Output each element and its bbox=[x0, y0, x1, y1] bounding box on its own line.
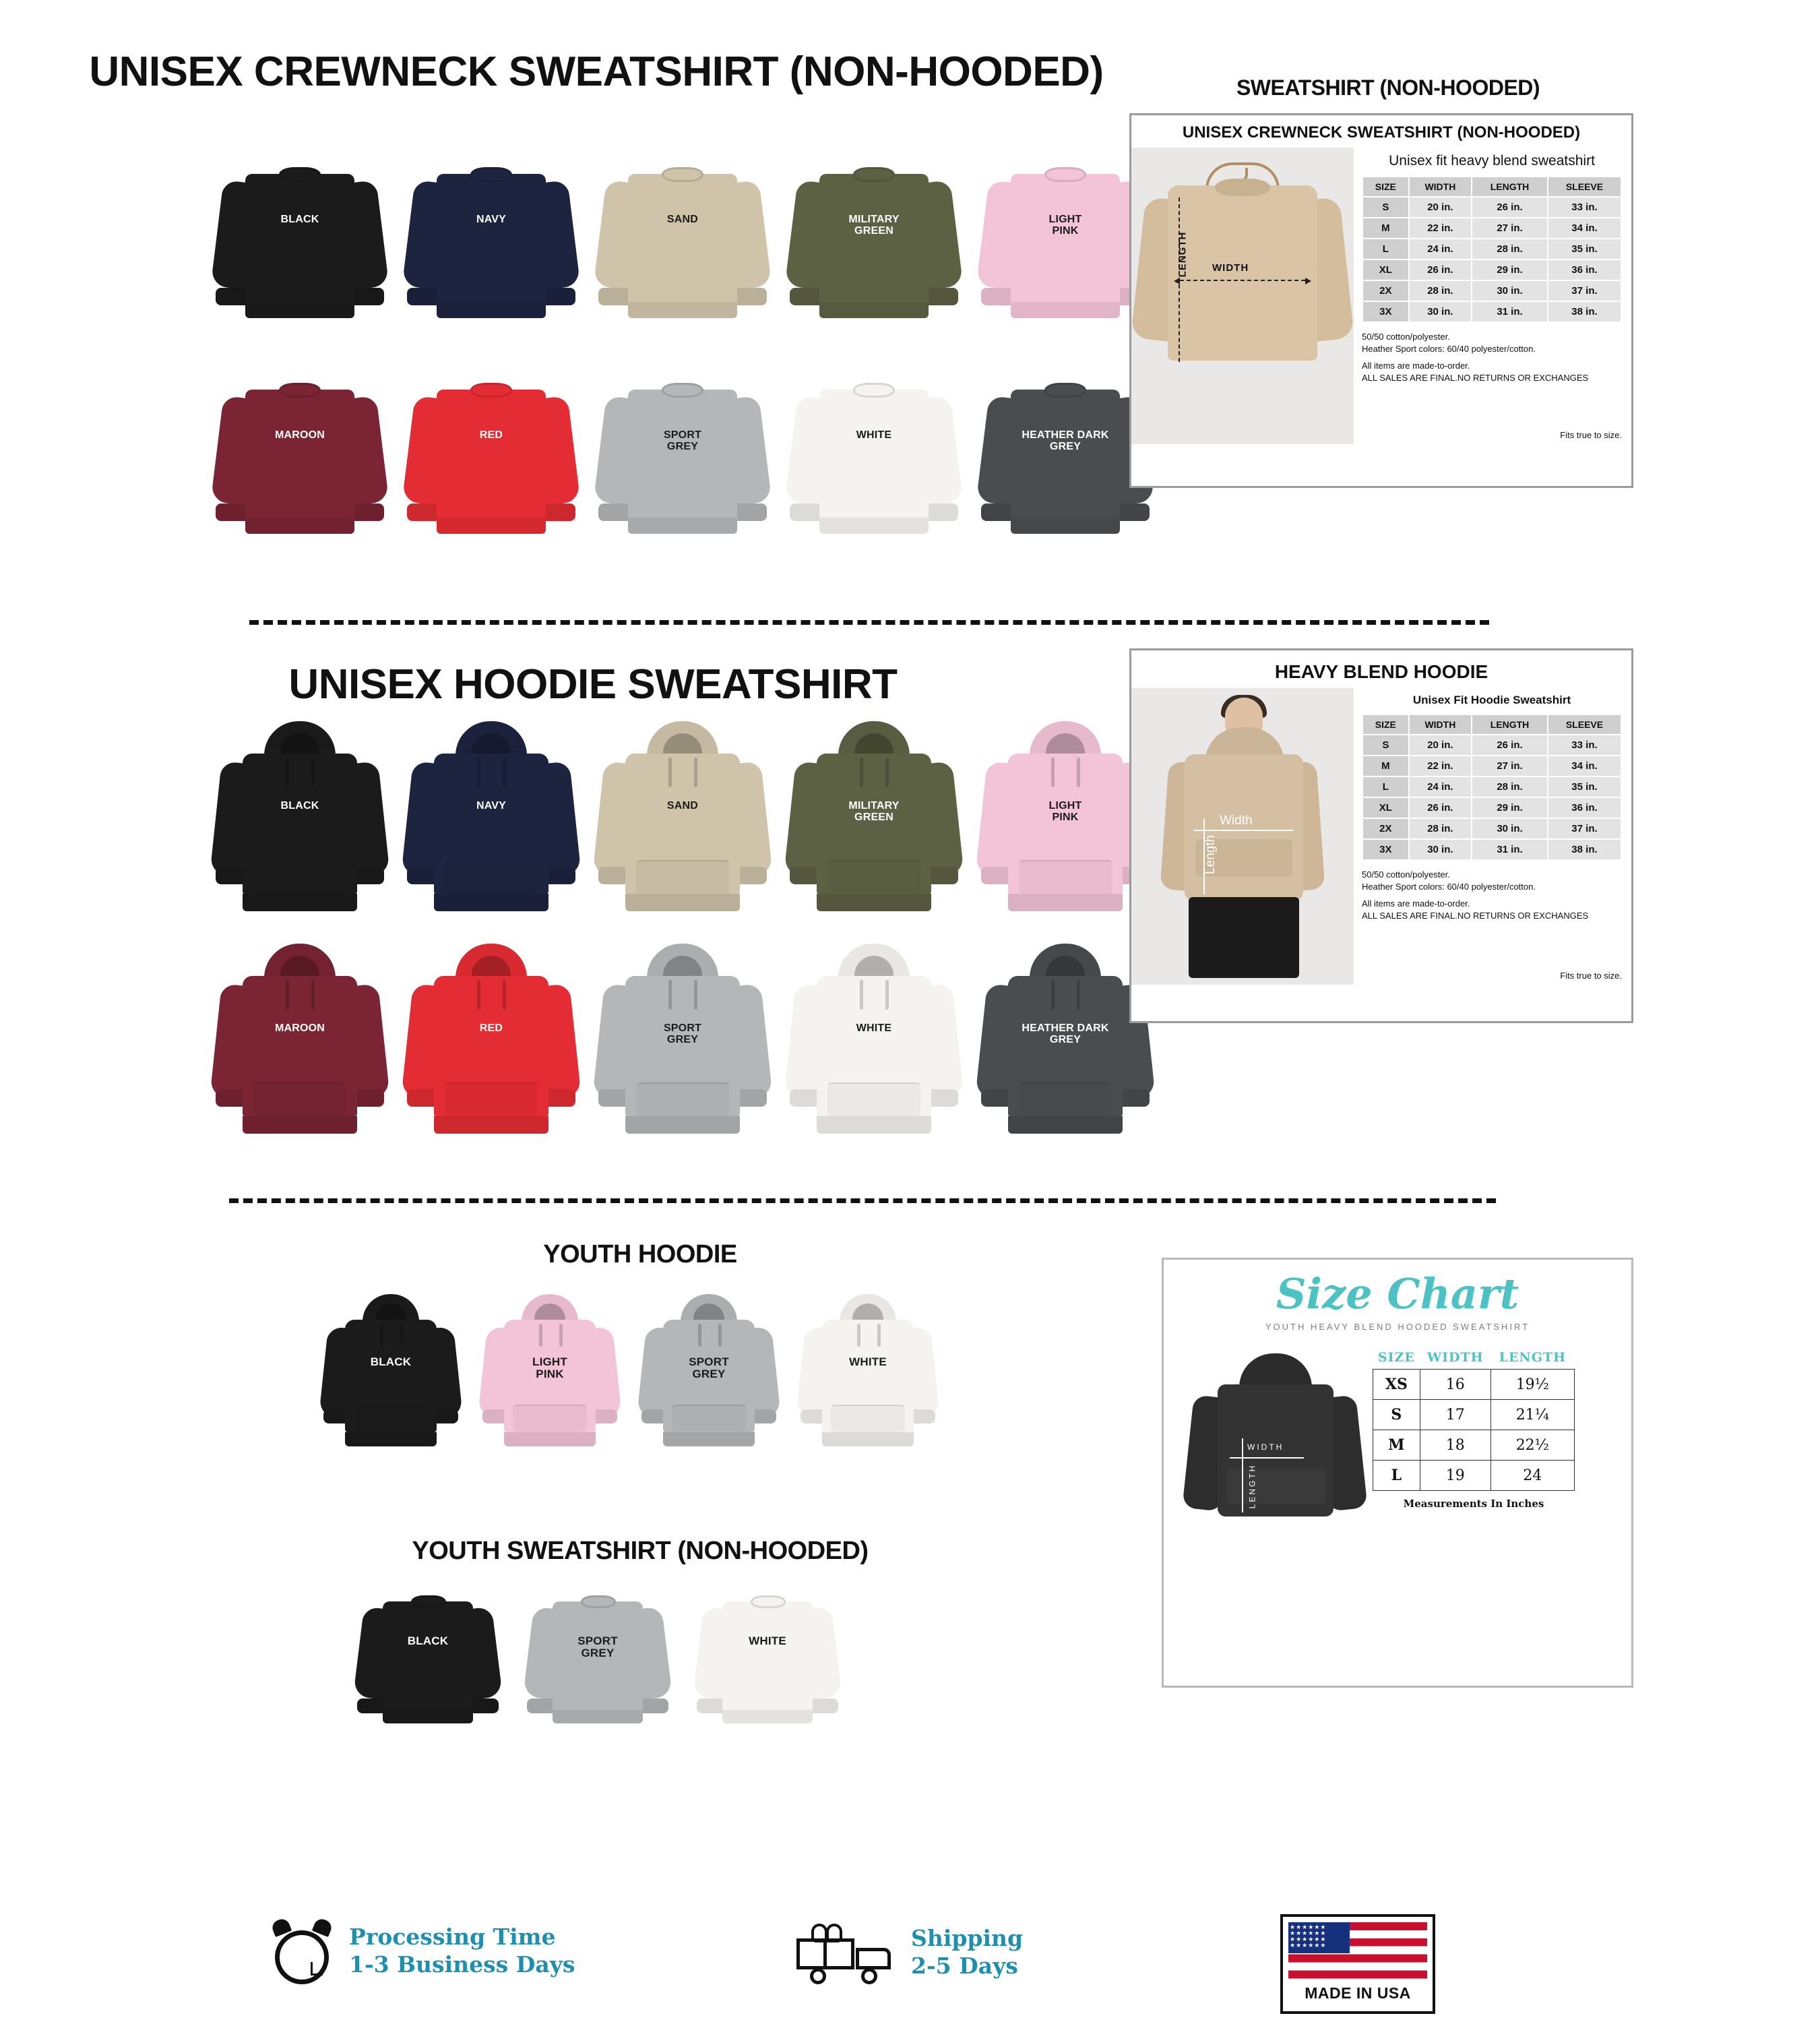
table-cell: 37 in. bbox=[1548, 818, 1621, 839]
youth-size-chart-card bbox=[1162, 1258, 1633, 1688]
fabric-line-2: Heather Sport colors: 60/40 polyester/cotton. bbox=[1362, 881, 1536, 892]
garment-color-label: SAND bbox=[666, 800, 699, 811]
garment-color-label: MILITARY GREEN bbox=[848, 800, 900, 823]
youth-size-table bbox=[1373, 1349, 1575, 1491]
table-cell: 16 bbox=[1420, 1370, 1490, 1400]
width-dimension-label: WIDTH bbox=[1212, 262, 1249, 274]
garment-color-label: SPORT GREY bbox=[689, 1355, 729, 1380]
table-cell: 26 in. bbox=[1409, 797, 1472, 818]
width-arrow bbox=[1194, 830, 1294, 831]
garment-color-label: HEATHER DARK GREY bbox=[1022, 429, 1109, 452]
crewneck-section-title: UNISEX CREWNECK SWEATSHIRT (NON-HOODED) bbox=[89, 49, 1104, 95]
table-cell: 26 in. bbox=[1472, 197, 1548, 218]
shipping-line2: 2-5 Days bbox=[911, 1953, 1018, 1979]
column-header: LENGTH bbox=[1472, 714, 1548, 735]
table-row bbox=[1362, 259, 1621, 280]
crewneck-color-row-1 bbox=[216, 162, 1150, 320]
table-header-row bbox=[1362, 714, 1621, 735]
table-cell: 35 in. bbox=[1548, 776, 1621, 797]
column-header: SIZE bbox=[1377, 1350, 1415, 1365]
garment-color-label: MAROON bbox=[274, 1022, 325, 1034]
table-cell: 2X bbox=[1362, 280, 1409, 301]
column-header: SIZE bbox=[1362, 177, 1409, 197]
garment-crewneck[interactable] bbox=[790, 377, 958, 536]
processing-time-line1: Processing Time bbox=[349, 1923, 556, 1950]
divider-1 bbox=[249, 620, 1489, 625]
table-row bbox=[1362, 280, 1621, 301]
garment-crewneck[interactable] bbox=[216, 162, 384, 320]
table-cell: 2X bbox=[1362, 818, 1409, 839]
table-cell: 22½ bbox=[1490, 1430, 1574, 1461]
width-dimension-label: WIDTH bbox=[1247, 1442, 1284, 1452]
table-cell: L bbox=[1362, 776, 1409, 797]
sweatshirt-chart-heading: SWEATSHIRT (NON-HOODED) bbox=[1236, 75, 1540, 100]
garment-color-label: SPORT GREY bbox=[663, 1022, 702, 1045]
fabric-line-1: 50/50 cotton/polyester. bbox=[1362, 869, 1450, 880]
made-in-usa-badge bbox=[1280, 1914, 1435, 2014]
table-cell: M bbox=[1373, 1430, 1420, 1461]
column-header: WIDTH bbox=[1409, 177, 1472, 197]
garment-hoodie[interactable] bbox=[216, 721, 384, 917]
table-header-row bbox=[1362, 177, 1621, 197]
youth-measurement-note: Measurements In Inches bbox=[1403, 1498, 1544, 1510]
table-row bbox=[1362, 818, 1621, 839]
table-cell: 30 in. bbox=[1409, 839, 1472, 860]
table-cell: S bbox=[1362, 197, 1409, 218]
table-row bbox=[1373, 1461, 1575, 1491]
youth-hoodie-color-row bbox=[323, 1294, 935, 1450]
garment-crewneck[interactable] bbox=[216, 377, 384, 536]
garment-crewneck[interactable] bbox=[981, 162, 1150, 320]
garment-crewneck[interactable] bbox=[981, 377, 1150, 536]
garment-crewneck[interactable] bbox=[527, 1591, 668, 1725]
table-cell: 33 in. bbox=[1548, 197, 1621, 218]
hoodie-size-chart-card bbox=[1129, 648, 1633, 1023]
table-row bbox=[1362, 197, 1621, 218]
table-cell: 20 in. bbox=[1409, 735, 1472, 756]
garment-hoodie[interactable] bbox=[216, 944, 384, 1139]
garment-color-label: LIGHT PINK bbox=[532, 1355, 567, 1380]
garment-color-label: HEATHER DARK GREY bbox=[1022, 1022, 1109, 1045]
hoodie-fit-description: Unisex Fit Hoodie Sweatshirt bbox=[1412, 694, 1571, 706]
processing-time-line2: 1-3 Business Days bbox=[349, 1951, 575, 1978]
garment-hoodie[interactable] bbox=[981, 721, 1150, 917]
column-header: WIDTH bbox=[1409, 714, 1472, 735]
garment-crewneck[interactable] bbox=[598, 377, 767, 536]
crewneck-fineprint bbox=[1362, 331, 1622, 384]
table-cell: XL bbox=[1362, 259, 1409, 280]
table-cell: 30 in. bbox=[1472, 818, 1548, 839]
hoodie-section-title: UNISEX HOODIE SWEATSHIRT bbox=[288, 661, 898, 708]
footer-badges bbox=[0, 1907, 1820, 2022]
table-row bbox=[1362, 301, 1621, 322]
table-row bbox=[1362, 839, 1621, 860]
garment-color-label: SPORT GREY bbox=[663, 429, 702, 452]
youth-hoodie-illustration bbox=[1177, 1349, 1373, 1552]
table-cell: S bbox=[1373, 1400, 1420, 1430]
table-cell: 33 in. bbox=[1548, 735, 1621, 756]
length-arrow bbox=[1242, 1438, 1243, 1512]
table-cell: 28 in. bbox=[1409, 818, 1472, 839]
youth-chart-title: Size Chart bbox=[1276, 1269, 1519, 1318]
hoodie-chart-title: HEAVY BLEND HOODIE bbox=[1274, 661, 1488, 682]
garment-color-label: MILITARY GREEN bbox=[848, 214, 900, 237]
crewneck-fit-description: Unisex fit heavy blend sweatshirt bbox=[1389, 153, 1595, 168]
column-header: SLEEVE bbox=[1548, 714, 1621, 735]
garment-color-label: LIGHT PINK bbox=[1048, 214, 1082, 237]
table-cell: M bbox=[1362, 756, 1409, 776]
table-cell: 26 in. bbox=[1472, 735, 1548, 756]
garment-crewneck[interactable] bbox=[790, 162, 958, 320]
crewneck-product-photo bbox=[1131, 148, 1354, 444]
table-cell: L bbox=[1373, 1461, 1420, 1491]
garment-color-label: WHITE bbox=[849, 1355, 887, 1368]
garment-hoodie[interactable] bbox=[407, 944, 575, 1139]
order-line-2: ALL SALES ARE FINAL.NO RETURNS OR EXCHANGES bbox=[1362, 372, 1589, 383]
table-cell: 28 in. bbox=[1472, 776, 1548, 797]
garment-color-label: BLACK bbox=[280, 800, 319, 811]
table-header-row bbox=[1373, 1349, 1575, 1370]
garment-hoodie[interactable] bbox=[641, 1294, 776, 1450]
crewneck-color-row-2 bbox=[216, 377, 1150, 536]
garment-hoodie[interactable] bbox=[323, 1294, 458, 1450]
garment-color-label: RED bbox=[479, 1022, 503, 1034]
garment-color-label: BLACK bbox=[280, 214, 319, 225]
fabric-line-1: 50/50 cotton/polyester. bbox=[1362, 332, 1450, 342]
table-row bbox=[1373, 1400, 1575, 1430]
table-cell: 24 in. bbox=[1409, 776, 1472, 797]
youth-chart-subtitle: YOUTH HEAVY BLEND HOODED SWEATSHIRT bbox=[1265, 1322, 1530, 1332]
table-cell: 28 in. bbox=[1409, 280, 1472, 301]
table-cell: 37 in. bbox=[1548, 280, 1621, 301]
table-row bbox=[1373, 1430, 1575, 1461]
garment-crewneck[interactable] bbox=[407, 377, 575, 536]
table-cell: 28 in. bbox=[1472, 239, 1548, 259]
length-arrow bbox=[1179, 197, 1180, 362]
garment-hoodie[interactable] bbox=[981, 944, 1150, 1139]
table-cell: 3X bbox=[1362, 301, 1409, 322]
length-dimension-label: Length bbox=[1203, 834, 1218, 875]
table-row bbox=[1362, 756, 1621, 776]
table-row bbox=[1362, 239, 1621, 259]
garment-color-label: LIGHT PINK bbox=[1048, 800, 1082, 823]
hoodie-fits-note: Fits true to size. bbox=[1560, 971, 1622, 981]
table-cell: 22 in. bbox=[1409, 756, 1472, 776]
hoodie-fineprint bbox=[1362, 869, 1622, 921]
hoodie-color-row-2 bbox=[216, 944, 1150, 1139]
garment-hoodie[interactable] bbox=[790, 721, 958, 917]
garment-color-label: BLACK bbox=[370, 1355, 412, 1368]
crewneck-fits-note: Fits true to size. bbox=[1560, 430, 1622, 440]
garment-color-label: SPORT GREY bbox=[577, 1634, 618, 1659]
garment-hoodie[interactable] bbox=[801, 1294, 935, 1450]
table-cell: 24 bbox=[1490, 1461, 1574, 1491]
table-cell: 36 in. bbox=[1548, 797, 1621, 818]
length-dimension-label: LENGTH bbox=[1176, 231, 1189, 278]
youth-hoodie-section-title: YOUTH HOODIE bbox=[543, 1240, 737, 1268]
table-row bbox=[1362, 797, 1621, 818]
processing-time-badge bbox=[270, 1918, 575, 1983]
hoodie-size-table bbox=[1362, 714, 1622, 861]
garment-crewneck[interactable] bbox=[407, 162, 575, 320]
width-arrow bbox=[1230, 1457, 1304, 1459]
table-row bbox=[1362, 735, 1621, 756]
table-cell: 27 in. bbox=[1472, 756, 1548, 776]
garment-color-label: NAVY bbox=[476, 214, 507, 225]
length-dimension-label: LENGTH bbox=[1247, 1463, 1257, 1509]
garment-hoodie[interactable] bbox=[407, 721, 575, 917]
table-cell: 20 in. bbox=[1409, 197, 1472, 218]
table-cell: 17 bbox=[1420, 1400, 1490, 1430]
crewneck-chart-title: UNISEX CREWNECK SWEATSHIRT (NON-HOODED) bbox=[1182, 123, 1581, 142]
garment-crewneck[interactable] bbox=[357, 1591, 499, 1725]
garment-hoodie[interactable] bbox=[790, 944, 958, 1139]
table-cell: 22 in. bbox=[1409, 218, 1472, 239]
column-header: WIDTH bbox=[1426, 1350, 1484, 1365]
table-cell: XL bbox=[1362, 797, 1409, 818]
garment-color-label: WHITE bbox=[856, 1022, 892, 1034]
table-cell: 24 in. bbox=[1409, 239, 1472, 259]
shipping-line1: Shipping bbox=[911, 1924, 1024, 1951]
hoodie-color-row-1 bbox=[216, 721, 1150, 917]
table-cell: 38 in. bbox=[1548, 839, 1621, 860]
garment-color-label: BLACK bbox=[407, 1634, 449, 1647]
table-row bbox=[1362, 776, 1621, 797]
table-cell: 30 in. bbox=[1472, 280, 1548, 301]
garment-crewneck[interactable] bbox=[598, 162, 767, 320]
column-header: LENGTH bbox=[1472, 177, 1548, 197]
table-cell: S bbox=[1362, 735, 1409, 756]
delivery-truck-icon bbox=[795, 1918, 896, 1986]
usa-flag-icon: ★★★★★★ ★★★★★★ ★★★★★★ ★★★★★★ bbox=[1288, 1922, 1427, 1980]
divider-2 bbox=[229, 1198, 1496, 1203]
table-cell: 31 in. bbox=[1472, 301, 1548, 322]
garment-hoodie[interactable] bbox=[598, 721, 767, 917]
table-cell: 29 in. bbox=[1472, 259, 1548, 280]
table-cell: 31 in. bbox=[1472, 839, 1548, 860]
width-dimension-label: Width bbox=[1220, 814, 1253, 828]
table-cell: 21¼ bbox=[1490, 1400, 1574, 1430]
fabric-line-2: Heather Sport colors: 60/40 polyester/cotton. bbox=[1362, 343, 1536, 354]
order-line-1: All items are made-to-order. bbox=[1362, 898, 1470, 909]
garment-color-label: WHITE bbox=[749, 1634, 786, 1647]
table-cell: 30 in. bbox=[1409, 301, 1472, 322]
garment-crewneck[interactable] bbox=[697, 1591, 838, 1725]
garment-color-label: RED bbox=[479, 429, 503, 441]
hoodie-product-photo bbox=[1131, 688, 1354, 985]
alarm-clock-icon bbox=[270, 1918, 334, 1983]
garment-hoodie[interactable] bbox=[482, 1294, 617, 1450]
table-cell: 19 bbox=[1420, 1461, 1490, 1491]
table-cell: 27 in. bbox=[1472, 218, 1548, 239]
shipping-badge bbox=[795, 1918, 1023, 1986]
garment-color-label: NAVY bbox=[476, 800, 507, 811]
table-cell: 38 in. bbox=[1548, 301, 1621, 322]
column-header: SIZE bbox=[1362, 714, 1409, 735]
table-cell: 18 bbox=[1420, 1430, 1490, 1461]
table-cell: 36 in. bbox=[1548, 259, 1621, 280]
order-line-2: ALL SALES ARE FINAL.NO RETURNS OR EXCHANGES bbox=[1362, 910, 1589, 921]
table-row bbox=[1373, 1370, 1575, 1400]
order-line-1: All items are made-to-order. bbox=[1362, 361, 1470, 371]
table-row bbox=[1362, 218, 1621, 239]
width-arrow bbox=[1180, 280, 1305, 281]
table-cell: 35 in. bbox=[1548, 239, 1621, 259]
made-in-usa-label: MADE IN USA bbox=[1305, 1984, 1411, 2002]
youth-sweatshirt-color-row bbox=[357, 1591, 838, 1725]
table-cell: 29 in. bbox=[1472, 797, 1548, 818]
crewneck-size-table bbox=[1362, 176, 1622, 323]
table-cell: 26 in. bbox=[1409, 259, 1472, 280]
crewneck-size-chart-card bbox=[1129, 113, 1633, 488]
garment-hoodie[interactable] bbox=[598, 944, 767, 1139]
table-cell: 19½ bbox=[1490, 1370, 1574, 1400]
garment-color-label: WHITE bbox=[856, 429, 892, 441]
garment-color-label: SAND bbox=[666, 214, 699, 225]
youth-sweatshirt-section-title: YOUTH SWEATSHIRT (NON-HOODED) bbox=[412, 1537, 869, 1565]
garment-color-label: MAROON bbox=[274, 429, 325, 441]
column-header: LENGTH bbox=[1499, 1350, 1567, 1365]
table-cell: M bbox=[1362, 218, 1409, 239]
column-header: SLEEVE bbox=[1548, 177, 1621, 197]
table-cell: XS bbox=[1373, 1370, 1420, 1400]
table-cell: 34 in. bbox=[1548, 756, 1621, 776]
table-cell: 34 in. bbox=[1548, 218, 1621, 239]
table-cell: L bbox=[1362, 239, 1409, 259]
table-cell: 3X bbox=[1362, 839, 1409, 860]
